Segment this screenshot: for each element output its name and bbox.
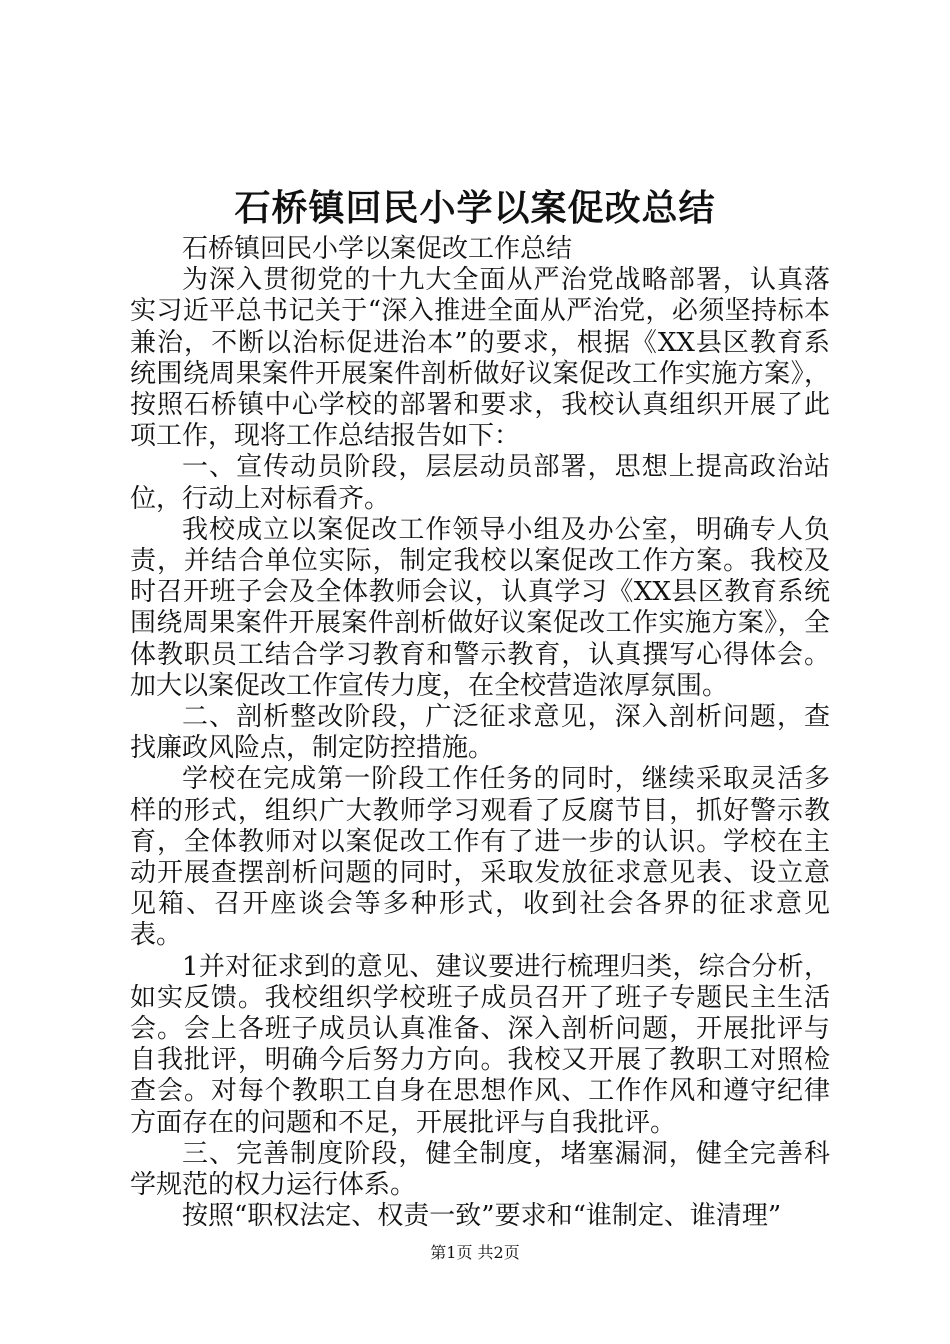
paragraph-subtitle: 石桥镇回民小学以案促改工作总结 [182, 234, 573, 264]
section-heading-1: 一、宣传动员阶段，层层动员部署，思想上提高政治站位，行动上对标看齐。 [130, 452, 830, 514]
paragraph-section-3: 按照“职权法定、权责一致”要求和“谁制定、谁清理” [182, 1201, 782, 1232]
section-heading-3: 三、完善制度阶段，健全制度，堵塞漏洞，健全完善科学规范的权力运行体系。 [130, 1138, 830, 1201]
page-footer: 第1页 共2页 [430, 1243, 520, 1262]
page-title: 石桥镇回民小学以案促改总结 [234, 187, 716, 229]
paragraph-intro: 为深入贯彻党的十九大全面从严治党战略部署，认真落实习近平总书记关于“深入推进全面从严治党，必须坚持标本兼治，不断以治标促进治本”的要求，根据《XX县区教育系统围绕周果案件开展案件剖析做好议案促改工作实施方案》，按照石桥镇中心学校的部署和要求，我校认真组织开展了此项工作，现将工作总结报告如下： [130, 265, 830, 452]
document-body [130, 234, 830, 1233]
paragraph-section-1: 我校成立以案促改工作领导小组及办公室，明确专人负责，并结合单位实际，制定我校以案促改工作方案。我校及时召开班子会及全体教师会议，认真学习《XX县区教育系统围绕周果案件开展案件剖析做好议案促改工作实施方案》，全体教职员工结合学习教育和警示教育，认真撰写心得体会。加大以案促改工作宣传力度，在全校营造浓厚氛围。 [130, 514, 830, 701]
section-heading-2: 二、剖析整改阶段，广泛征求意见，深入剖析问题，查找廉政风险点，制定防控措施。 [130, 702, 830, 764]
paragraph-section-2a: 学校在完成第一阶段工作任务的同时，继续采取灵活多样的形式，组织广大教师学习观看了反腐节目，抓好警示教育，全体教师对以案促改工作有了进一步的认识。学校在主动开展查摆剖析问题的同时，采取发放征求意见表、设立意见箱、召开座谈会等多种形式，收到社会各界的征求意见表。 [130, 764, 830, 951]
paragraph-section-2b: 1并对征求到的意见、建议要进行梳理归类，综合分析，如实反馈。我校组织学校班子成员召开了班子专题民主生活会。会上各班子成员认真准备、深入剖析问题，开展批评与自我批评，明确今后努力方向。我校又开展了教职工对照检查会。对每个教职工自身在思想作风、工作作风和遵守纪律方面存在的问题和不足，开展批评与自我批评。 [130, 951, 830, 1138]
